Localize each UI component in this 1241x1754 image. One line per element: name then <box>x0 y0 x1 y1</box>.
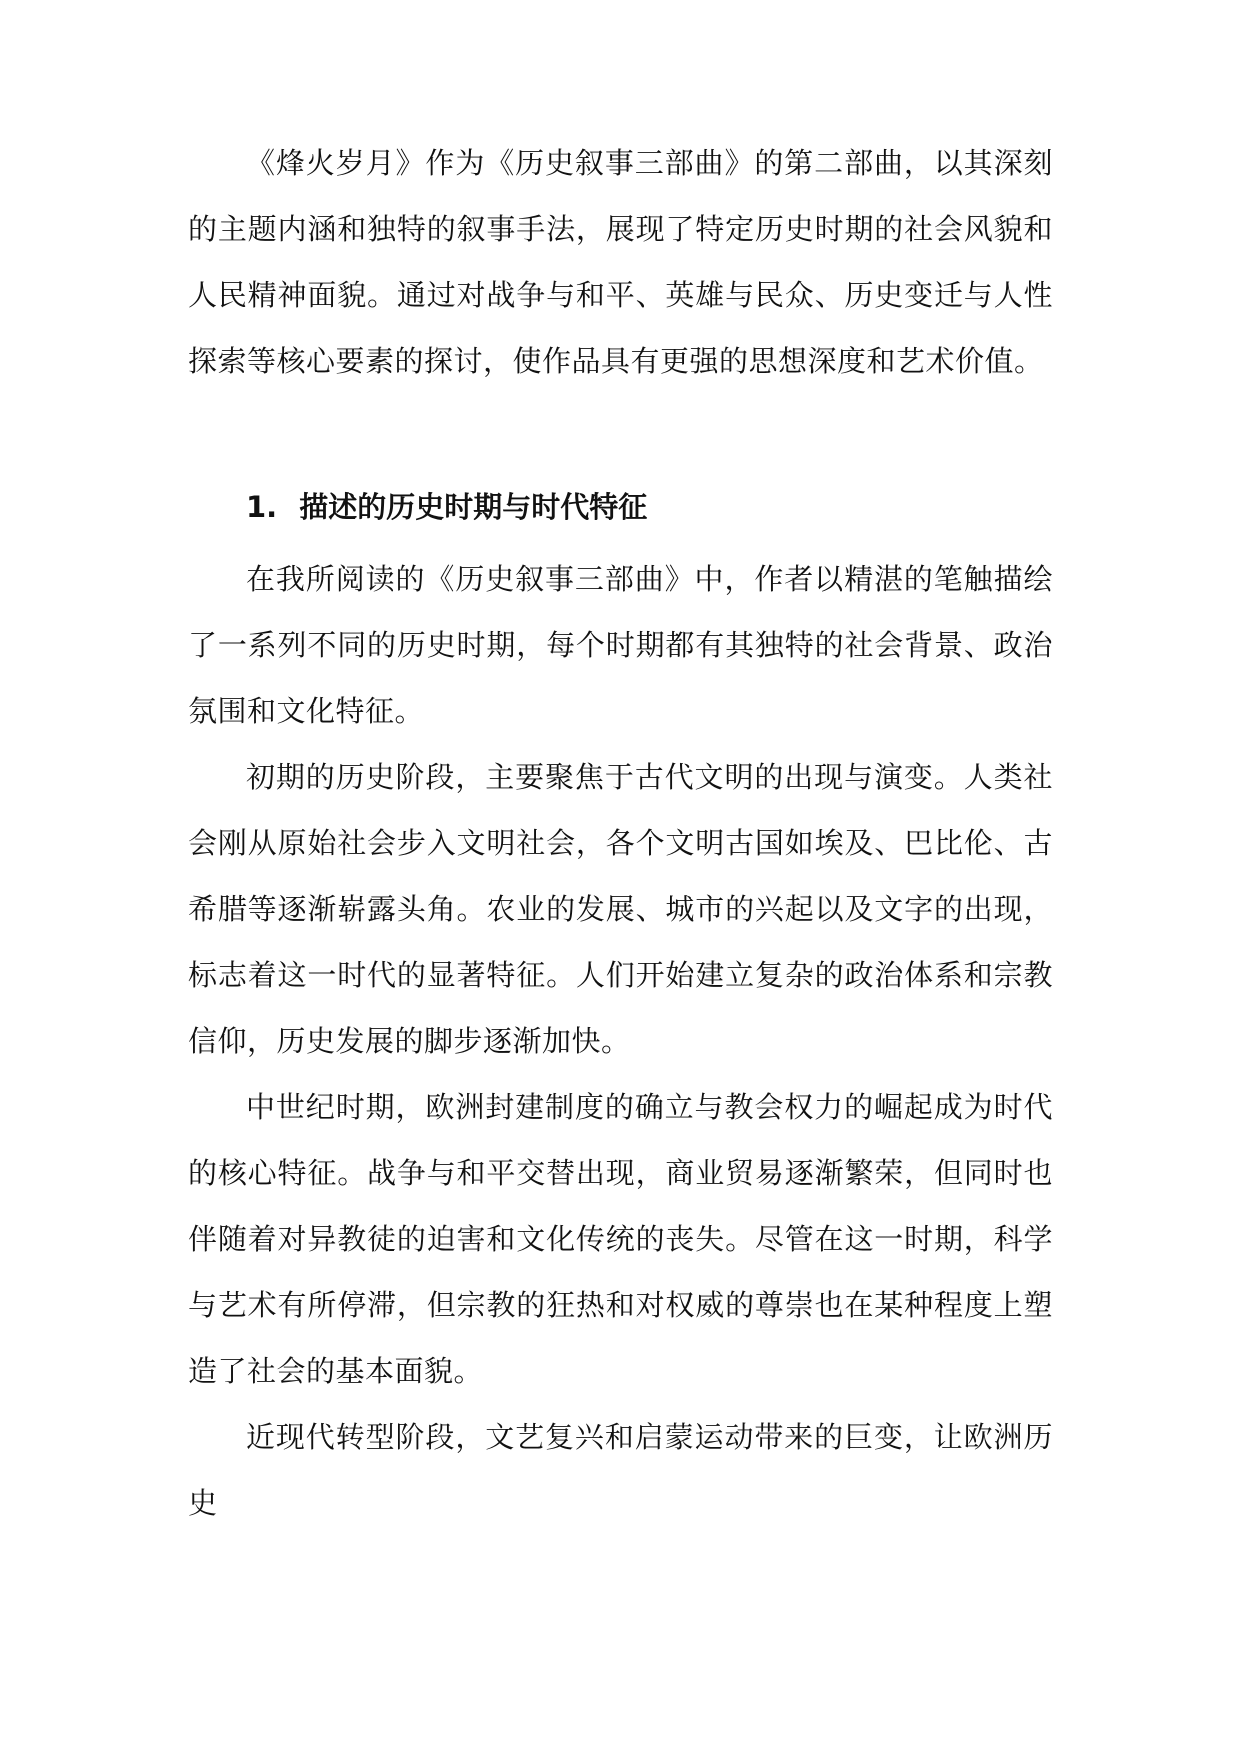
body-paragraph-1: 在我所阅读的《历史叙事三部曲》中，作者以精湛的笔触描绘了一系列不同的历史时期，每个时期都有其独特的社会背景、政治氛围和文化特征。 <box>188 562 1053 728</box>
body-paragraph-4: 近现代转型阶段，文艺复兴和启蒙运动带来的巨变，让欧洲历史 <box>188 1420 1053 1520</box>
body-paragraph-3: 中世纪时期，欧洲封建制度的确立与教会权力的崛起成为时代的核心特征。战争与和平交替出现，商业贸易逐渐繁荣，但同时也伴随着对异教徒的迫害和文化传统的丧失。尽管在这一时期，科学与艺术有所停滞，但宗教的狂热和对权威的尊崇也在某种程度上塑造了社会的基本面貌。 <box>188 1090 1053 1388</box>
section-number: 1. <box>246 490 278 524</box>
body-paragraph-2: 初期的历史阶段，主要聚焦于古代文明的出现与演变。人类社会刚从原始社会步入文明社会，各个文明古国如埃及、巴比伦、古希腊等逐渐崭露头角。农业的发展、城市的兴起以及文字的出现，标志着这一时代的显著特征。人们开始建立复杂的政治体系和宗教信仰，历史发展的脚步逐渐加快。 <box>188 760 1053 1058</box>
section-title: 描述的历史时期与时代特征 <box>299 490 648 524</box>
intro-paragraph: 《烽火岁月》作为《历史叙事三部曲》的第二部曲，以其深刻的主题内涵和独特的叙事手法，展现了特定历史时期的社会风貌和人民精神面貌。通过对战争与和平、英雄与民众、历史变迁与人性探索等核心要素的探讨，使作品具有更强的思想深度和艺术价值。 <box>188 146 1053 378</box>
intro-block <box>188 130 1053 394</box>
body-block <box>188 546 1053 1536</box>
section-heading <box>246 474 647 540</box>
